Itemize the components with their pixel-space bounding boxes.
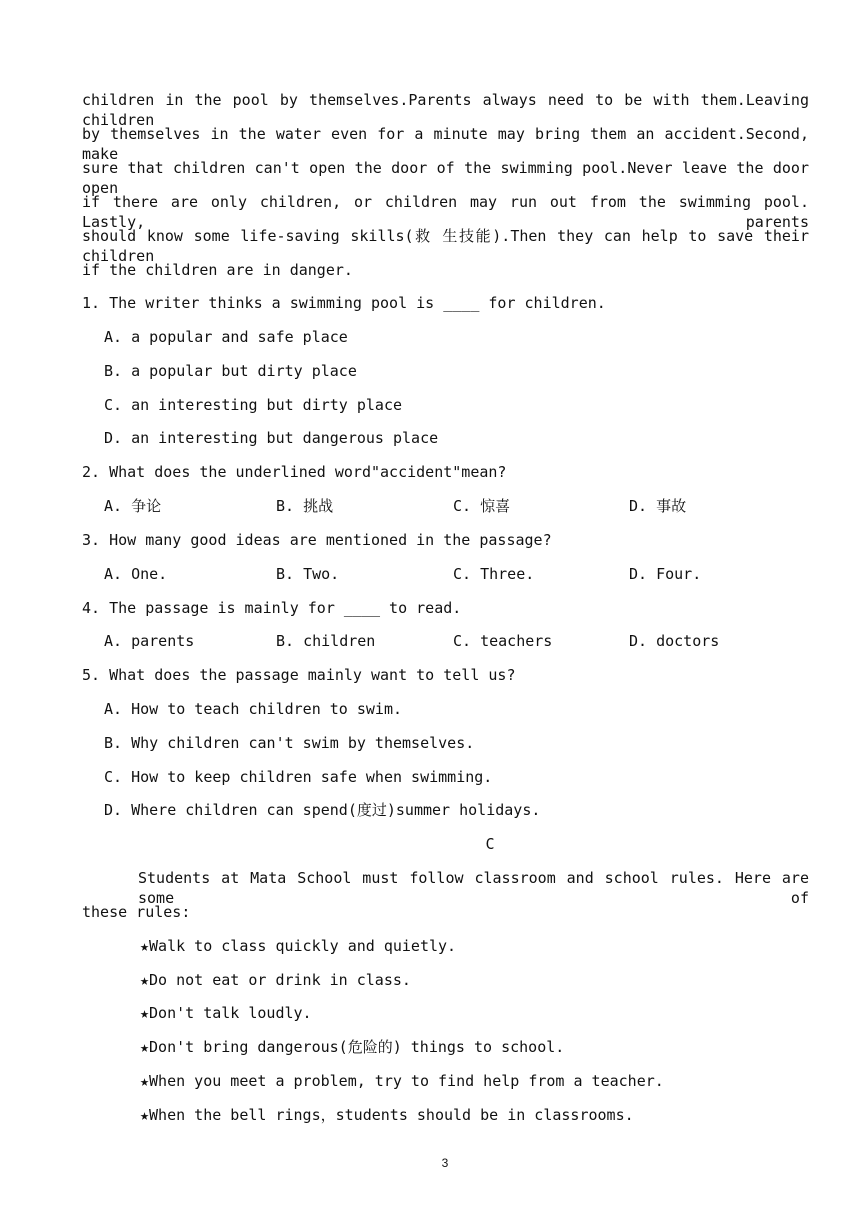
answer-option: D. doctors	[629, 632, 720, 650]
answer-option: B. Why children can't swim by themselves.	[104, 734, 475, 752]
answer-option: C. teachers	[453, 632, 553, 650]
section-heading: C	[485, 835, 495, 853]
rule-item: ★When the bell rings，students should be in classrooms.	[140, 1106, 634, 1124]
options-row	[0, 564, 860, 584]
answer-option: C. Three.	[453, 565, 535, 583]
answer-option: A. parents	[104, 632, 195, 650]
passage-line: by themselves in the water even for a minute may bring them an accident.Second, make	[82, 125, 809, 163]
answer-option: C. How to keep children safe when swimming.	[104, 768, 493, 786]
question-stem: 4. The passage is mainly for ____ to read.	[82, 599, 462, 617]
answer-option: B. Two.	[276, 565, 340, 583]
answer-option: D. Where children can spend(度过)summer holidays.	[104, 801, 541, 819]
passage-line: if the children are in danger.	[82, 261, 353, 279]
answer-option: A. How to teach children to swim.	[104, 700, 403, 718]
answer-option: C. an interesting but dirty place	[104, 396, 403, 414]
question-stem: 5. What does the passage mainly want to tell us?	[82, 666, 516, 684]
answer-option: C. 惊喜	[453, 497, 511, 515]
passage-line: sure that children can't open the door of the swimming pool.Never leave the door open	[82, 159, 809, 197]
rule-item: ★Do not eat or drink in class.	[140, 971, 411, 989]
options-row	[0, 496, 860, 516]
answer-option: D. 事故	[629, 497, 687, 515]
page-number: 3	[441, 1156, 449, 1170]
answer-option: D. an interesting but dangerous place	[104, 429, 439, 447]
answer-option: A. 争论	[104, 497, 162, 515]
answer-option: B. a popular but dirty place	[104, 362, 357, 380]
section-intro: Students at Mata School must follow classroom and school rules. Here are some of	[138, 869, 809, 907]
options-row	[0, 631, 860, 651]
answer-option: A. a popular and safe place	[104, 328, 348, 346]
rule-item: ★Don't bring dangerous(危险的) things to school.	[140, 1038, 565, 1056]
rule-item: ★Walk to class quickly and quietly.	[140, 937, 457, 955]
question-stem: 2. What does the underlined word"accident"mean?	[82, 463, 507, 481]
passage-line: should know some life-saving skills(救 生技能).Then they can help to save their children	[82, 227, 809, 265]
rule-item: ★Don't talk loudly.	[140, 1004, 312, 1022]
question-stem: 1. The writer thinks a swimming pool is ____ for children.	[82, 294, 606, 312]
answer-option: A. One.	[104, 565, 168, 583]
section-intro: these rules:	[82, 903, 191, 921]
passage-line: children in the pool by themselves.Parents always need to be with them.Leaving children	[82, 91, 809, 129]
answer-option: D. Four.	[629, 565, 702, 583]
answer-option: B. children	[276, 632, 376, 650]
passage-line: if there are only children, or children may run out from the swimming pool. Lastly, parents	[82, 193, 809, 231]
answer-option: B. 挑战	[276, 497, 334, 515]
question-stem: 3. How many good ideas are mentioned in the passage?	[82, 531, 552, 549]
rule-item: ★When you meet a problem, try to find help from a teacher.	[140, 1072, 664, 1090]
